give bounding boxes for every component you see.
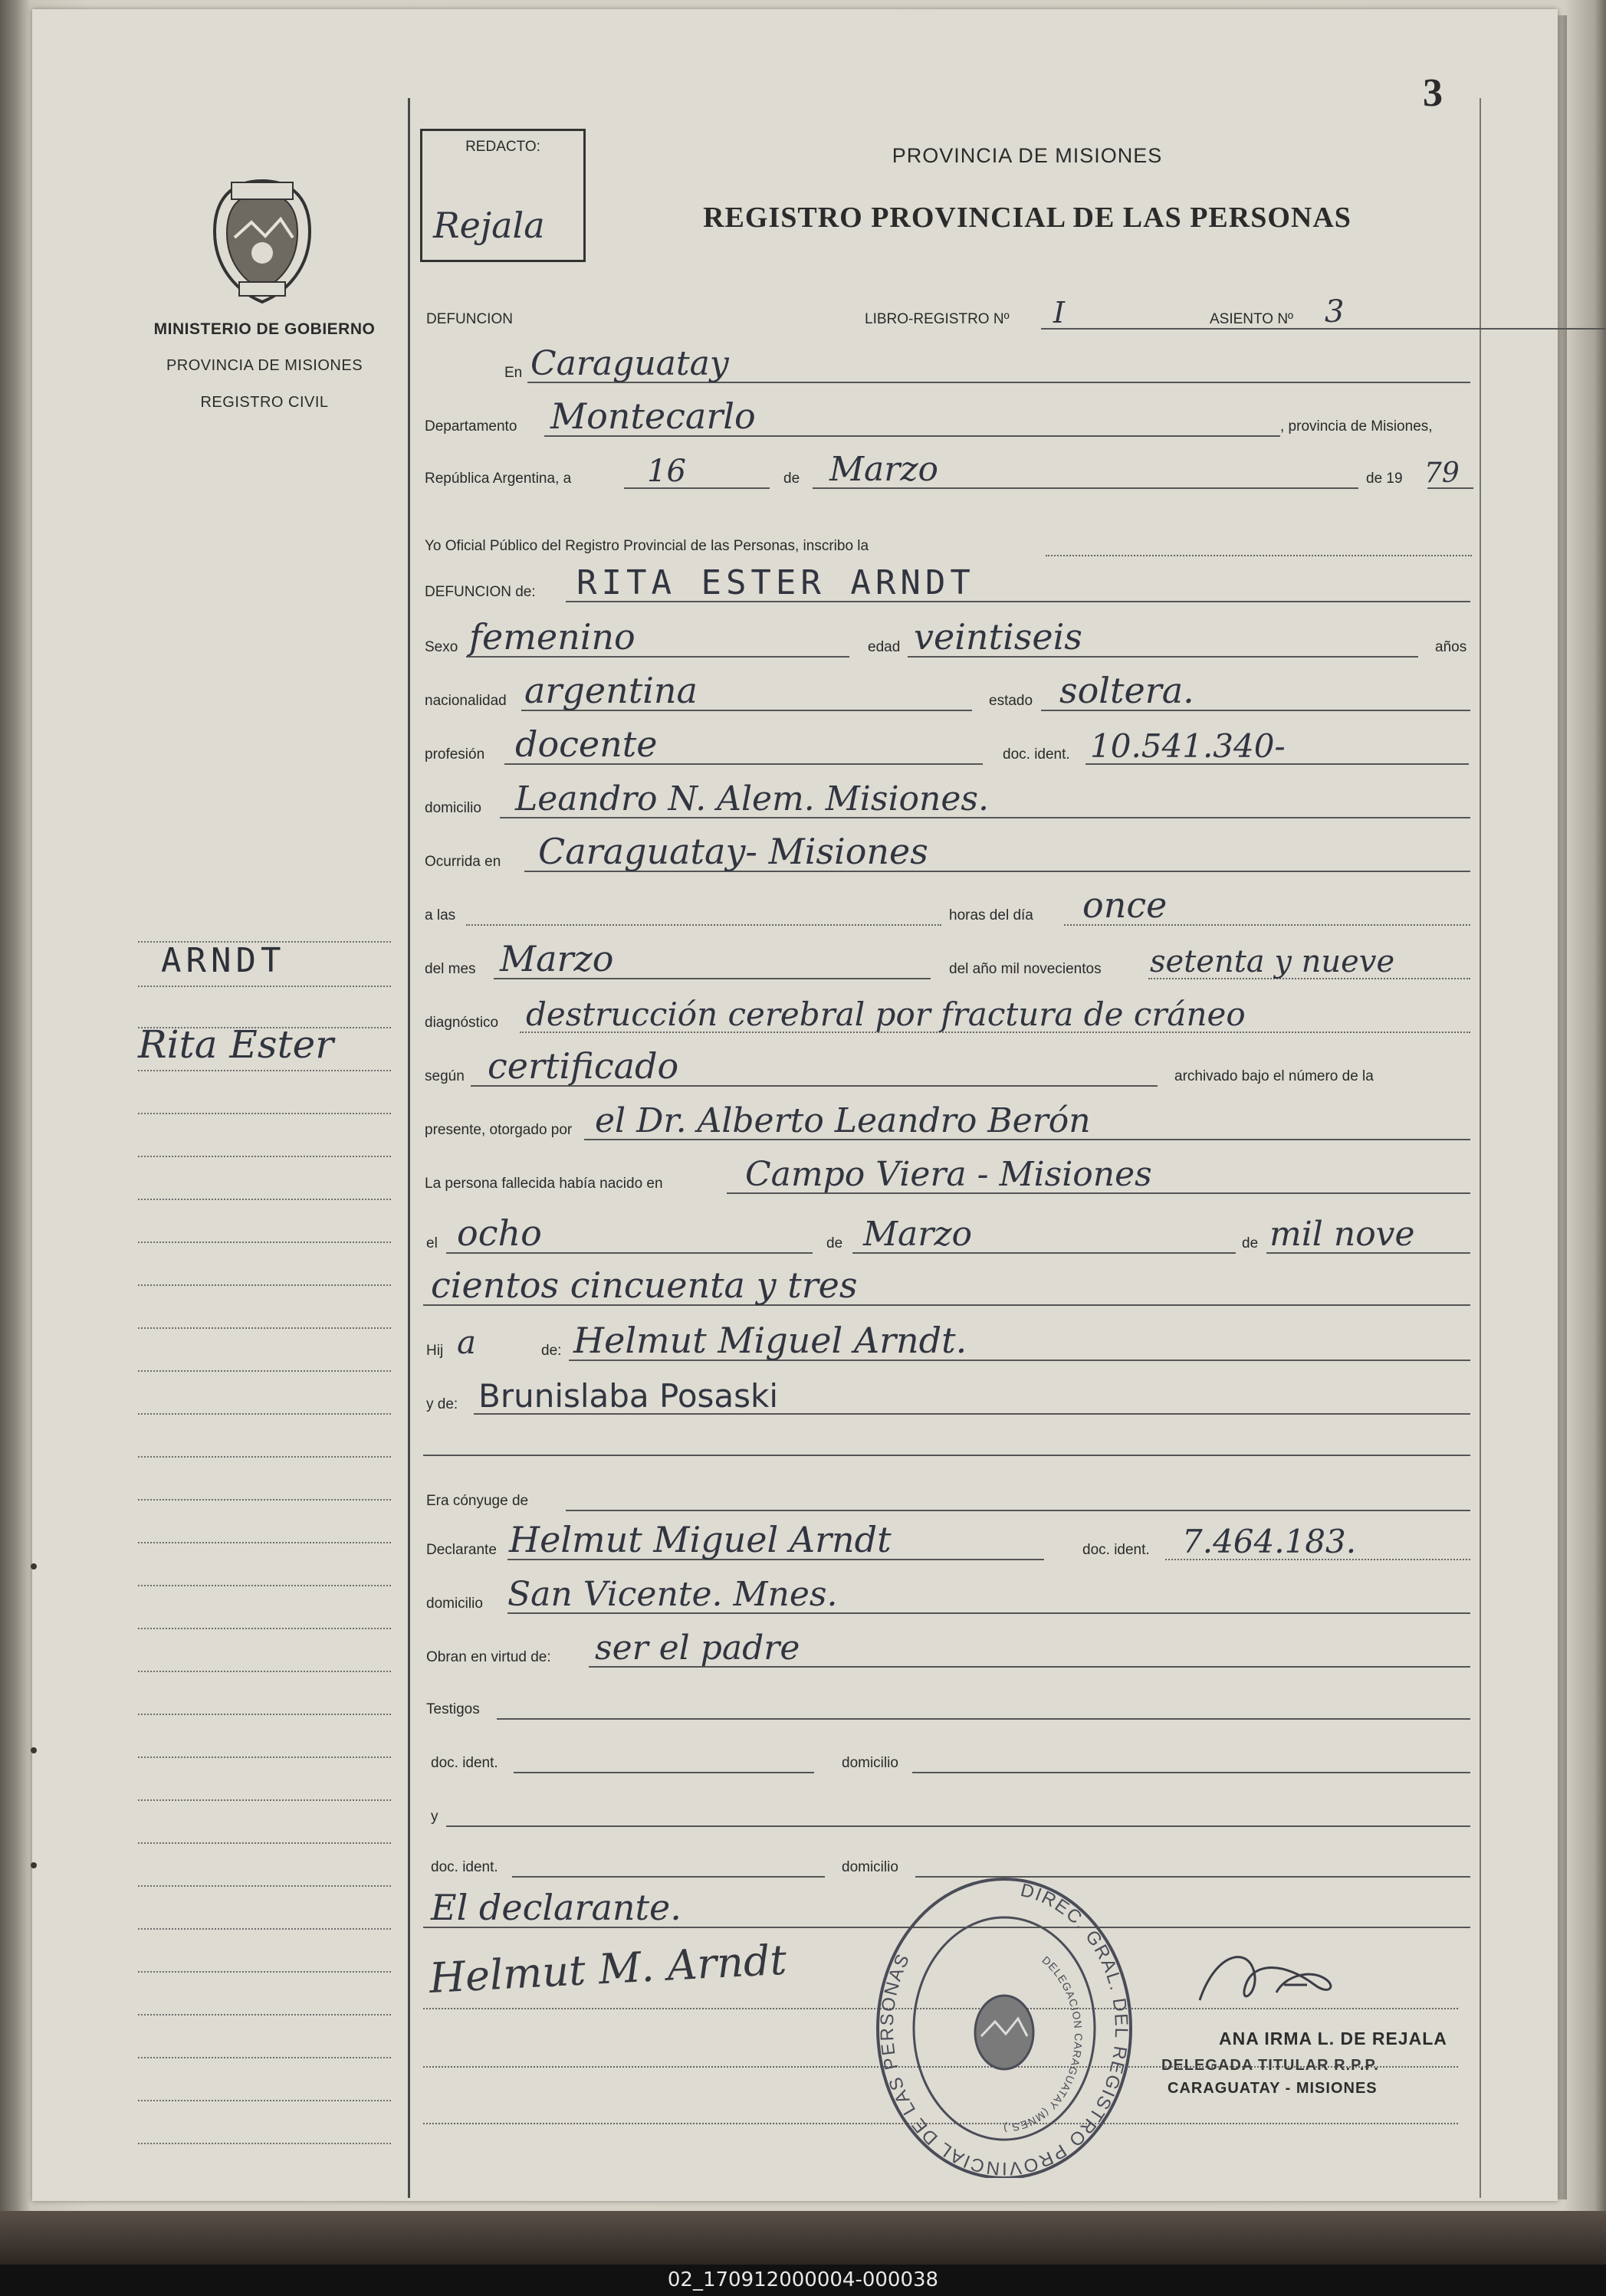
- father-row: [423, 1321, 1473, 1367]
- edad-label: edad: [868, 639, 901, 655]
- obran-value: ser el padre: [595, 1629, 800, 1668]
- libro-label: LIBRO-REGISTRO Nº: [865, 311, 1010, 327]
- witness-1-row: [423, 1733, 1473, 1779]
- stamp-inner-text: DELEGACION CARAGUATAY (MNES.): [1003, 1953, 1085, 2135]
- nacionalidad-label: nacionalidad: [425, 693, 507, 709]
- form-border-left: [408, 98, 410, 2198]
- t1-domicilio-label: domicilio: [842, 1755, 898, 1771]
- book-edge: [0, 2211, 1606, 2265]
- de-label: de: [783, 471, 800, 487]
- nac-anio-value-1: mil nove: [1269, 1215, 1415, 1254]
- libro-value: I: [1053, 296, 1066, 330]
- nac-de-label: de: [826, 1235, 843, 1251]
- form-title: REGISTRO PROVINCIAL DE LAS PERSONAS: [703, 202, 1351, 234]
- hij-label: Hij: [426, 1343, 444, 1359]
- image-id-footer: 02_170912000004-000038: [0, 2265, 1606, 2296]
- day-value: 16: [647, 454, 686, 489]
- diagnostico-label: diagnóstico: [425, 1015, 499, 1031]
- padre-value: Helmut Miguel Arndt.: [573, 1320, 967, 1361]
- capacity-row: [423, 1628, 1473, 1674]
- page-number: 3: [1423, 71, 1443, 115]
- domicilio-label: domicilio: [425, 800, 481, 816]
- official-stamp-icon: [874, 1871, 1135, 2178]
- edad-value: veintiseis: [914, 616, 1082, 658]
- redacto-value: Rejala: [433, 205, 545, 246]
- nationality-row: [423, 671, 1473, 717]
- republica-label: República Argentina, a: [425, 471, 572, 487]
- redacto-box: [420, 129, 586, 262]
- sexo-label: Sexo: [425, 639, 458, 655]
- presente-label: presente, otorgado por: [425, 1122, 573, 1138]
- issued-by-row: [423, 1100, 1473, 1146]
- testigos-label: Testigos: [426, 1701, 480, 1717]
- declarante-label: Declarante: [426, 1542, 497, 1558]
- occurred-row: [423, 832, 1473, 878]
- nac-anio-value-2: cientos cincuenta y tres: [431, 1264, 858, 1306]
- segun-value: certificado: [488, 1045, 679, 1087]
- spouse-row: [423, 1471, 1473, 1517]
- official-title: DELEGADA TITULAR R.P.P.: [1161, 2057, 1379, 2074]
- en-label: En: [504, 365, 523, 381]
- doc-ident-label: doc. ident.: [1003, 746, 1070, 763]
- ministry-heading: MINISTERIO DE GOBIERNO: [153, 320, 376, 338]
- address-row: [423, 779, 1473, 825]
- ocurrida-label: Ocurrida en: [425, 854, 501, 870]
- profesion-value: docente: [515, 723, 658, 765]
- decl-doc-label: doc. ident.: [1082, 1542, 1150, 1558]
- t2-domicilio-label: domicilio: [842, 1859, 898, 1875]
- blank-row: [423, 1416, 1473, 1462]
- stamp-outer-text: DIREC. GRAL. DEL REGISTRO PROVINCIAL DE LAS PERSONAS: [876, 1879, 1132, 2178]
- defuncion-label: DEFUNCION de:: [425, 584, 536, 600]
- mes-value: Marzo: [500, 938, 614, 979]
- year-label: de 19: [1366, 471, 1403, 487]
- estado-value: soltera.: [1059, 670, 1194, 711]
- month-year-row: [423, 940, 1473, 986]
- year-value: 79: [1424, 458, 1460, 489]
- hij-suffix: a: [457, 1323, 477, 1361]
- record-header-row: [423, 290, 1473, 336]
- a-las-label: a las: [425, 907, 456, 923]
- diagnosis-row: [423, 993, 1473, 1039]
- provincia-suffix: , provincia de Misiones,: [1280, 418, 1433, 435]
- birthplace-row: [423, 1154, 1473, 1200]
- decl-domicilio-value: San Vicente. Mnes.: [507, 1575, 838, 1614]
- en-value: Caraguatay: [530, 344, 729, 383]
- departamento-value: Montecarlo: [550, 395, 756, 437]
- anio-mil-value: setenta y nueve: [1150, 944, 1395, 979]
- declarant-row: [423, 1520, 1473, 1566]
- del-mes-label: del mes: [425, 961, 476, 977]
- archivado-label: archivado bajo el número de la: [1174, 1068, 1374, 1084]
- diagnostico-value: destrucción cerebral por fractura de cráneo: [526, 995, 1246, 1033]
- asiento-value: 3: [1325, 294, 1345, 330]
- anos-label: años: [1435, 639, 1467, 655]
- nac-dia-value: ocho: [457, 1212, 542, 1254]
- certificate-row: [423, 1047, 1473, 1093]
- date-row: [423, 449, 1473, 495]
- provincial-seal-icon: [209, 176, 316, 307]
- decl-domicilio-label: domicilio: [426, 1596, 483, 1612]
- time-row: [423, 886, 1473, 932]
- obran-label: Obran en virtud de:: [426, 1649, 551, 1665]
- yo-oficial-text: Yo Oficial Público del Registro Provincial de las Personas, inscribo la: [425, 538, 869, 554]
- ocurrida-value: Caraguatay- Misiones: [538, 831, 928, 872]
- form-border-right: [1480, 98, 1481, 2198]
- estado-label: estado: [989, 693, 1033, 709]
- decl-doc-value: 7.464.183.: [1182, 1523, 1357, 1560]
- defuncion-value: RITA ESTER ARNDT: [576, 563, 975, 602]
- departamento-row: [423, 397, 1473, 443]
- declarant-signature: Helmut M. Arndt: [428, 1935, 788, 2002]
- witness-2-name-row: [423, 1787, 1473, 1833]
- month-value: Marzo: [829, 450, 938, 489]
- nacionalidad-value: argentina: [524, 670, 698, 711]
- margin-given-names: Rita Ester: [138, 1022, 334, 1067]
- segun-label: según: [425, 1068, 465, 1084]
- witnesses-row: [423, 1680, 1473, 1726]
- sexo-value: femenino: [469, 616, 636, 658]
- presente-value: el Dr. Alberto Leandro Berón: [595, 1101, 1091, 1140]
- province-heading: PROVINCIA DE MISIONES: [166, 357, 363, 374]
- nacido-value: Campo Viera - Misiones: [745, 1155, 1152, 1194]
- official-place: CARAGUATAY - MISIONES: [1168, 2080, 1378, 2097]
- madre-value: Brunislaba Posaski: [478, 1377, 779, 1415]
- t1-doc-label: doc. ident.: [431, 1755, 498, 1771]
- horas-label: horas del día: [949, 907, 1033, 923]
- mother-row: [423, 1375, 1473, 1421]
- nac-mes-value: Marzo: [863, 1215, 972, 1254]
- official-signature-icon: [1192, 1939, 1345, 2023]
- el-declarante-value: El declarante.: [431, 1887, 681, 1928]
- el-label: el: [426, 1235, 438, 1251]
- birthdate-row: [423, 1214, 1473, 1260]
- y-de-label: y de:: [426, 1396, 458, 1412]
- anio-mil-label: del año mil novecientos: [949, 961, 1102, 977]
- departamento-label: Departamento: [425, 418, 517, 435]
- profession-row: [423, 725, 1473, 771]
- asiento-label: ASIENTO Nº: [1205, 311, 1298, 328]
- record-type-label: DEFUNCION: [426, 311, 513, 327]
- dia-value: once: [1082, 884, 1168, 926]
- domicilio-value: Leandro N. Alem. Misiones.: [515, 779, 989, 818]
- y-label: y: [431, 1809, 438, 1825]
- declarant-address-row: [423, 1574, 1473, 1620]
- deceased-row: [423, 563, 1473, 608]
- doc-ident-value: 10.541.340-: [1090, 727, 1286, 765]
- registry-heading: REGISTRO CIVIL: [200, 394, 329, 411]
- official-name: ANA IRMA L. DE REJALA: [1219, 2029, 1447, 2048]
- official-statement-row: [423, 517, 1473, 563]
- nac-de2-label: de: [1242, 1235, 1259, 1251]
- place-row: [423, 343, 1473, 389]
- form-province: PROVINCIA DE MISIONES: [892, 144, 1163, 167]
- t2-doc-label: doc. ident.: [431, 1859, 498, 1875]
- nacido-label: La persona fallecida había nacido en: [425, 1176, 663, 1192]
- sex-age-row: [423, 618, 1473, 664]
- margin-surname: ARNDT: [161, 941, 286, 980]
- profesion-label: profesión: [425, 746, 485, 763]
- declarante-value: Helmut Miguel Arndt: [509, 1519, 892, 1560]
- de-padre-label: de:: [541, 1343, 562, 1359]
- redacto-label: REDACTO:: [465, 139, 540, 155]
- conyuge-label: Era cónyuge de: [426, 1493, 529, 1509]
- birthyear-continuation-row: [423, 1266, 1473, 1312]
